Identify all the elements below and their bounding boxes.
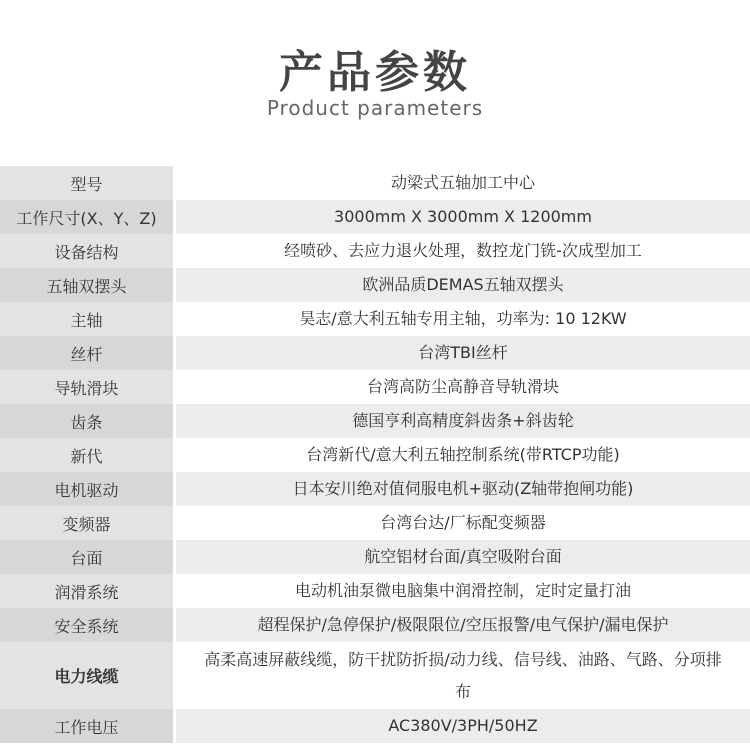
spec-label: 电力线缆 xyxy=(0,642,176,709)
spec-value: 欧洲品质DEMAS五轴双摆头 xyxy=(176,268,750,302)
spec-label: 五轴双摆头 xyxy=(0,268,176,302)
spec-value: 昊志/意大利五轴专用主轴，功率为: 10 12KW xyxy=(176,302,750,336)
page-subtitle: Product parameters xyxy=(266,96,484,120)
spec-value: 经喷砂、去应力退火处理，数控龙门铣-次成型加工 xyxy=(176,234,750,268)
spec-row-model xyxy=(0,166,750,200)
spec-value: AC380V/3PH/50HZ xyxy=(176,709,750,743)
spec-value: 德国亨利高精度斜齿条+斜齿轮 xyxy=(176,404,750,438)
spec-value: 台湾新代/意大利五轴控制系统(带RTCP功能) xyxy=(176,438,750,472)
spec-label: 导轨滑块 xyxy=(0,370,176,404)
spec-row-controller xyxy=(0,438,750,472)
spec-row-safety xyxy=(0,608,750,642)
spec-value: 动梁式五轴加工中心 xyxy=(176,166,750,200)
spec-value: 超程保护/急停保护/极限限位/空压报警/电气保护/漏电保护 xyxy=(176,608,750,642)
spec-label: 型号 xyxy=(0,166,176,200)
spec-row-motor-drive xyxy=(0,472,750,506)
spec-row-cables xyxy=(0,642,750,709)
spec-label: 设备结构 xyxy=(0,234,176,268)
spec-row-screw xyxy=(0,336,750,370)
spec-row-rack xyxy=(0,404,750,438)
spec-label: 主轴 xyxy=(0,302,176,336)
spec-value: 电动机油泵微电脑集中润滑控制，定时定量打油 xyxy=(176,574,750,608)
spec-row-guide-rail xyxy=(0,370,750,404)
spec-label: 台面 xyxy=(0,540,176,574)
spec-row-lubrication xyxy=(0,574,750,608)
spec-row-spindle xyxy=(0,302,750,336)
title-block xyxy=(0,0,750,150)
spec-label: 齿条 xyxy=(0,404,176,438)
spec-row-voltage xyxy=(0,709,750,743)
page-title: 产品参数 xyxy=(279,47,471,98)
spec-value: 3000mm X 3000mm X 1200mm xyxy=(176,200,750,234)
spec-value: 台湾台达/厂标配变频器 xyxy=(176,506,750,540)
spec-value: 日本安川绝对值伺服电机+驱动(Z轴带抱闸功能) xyxy=(176,472,750,506)
spec-row-structure xyxy=(0,234,750,268)
spec-value: 台湾TBI丝杆 xyxy=(176,336,750,370)
spec-label: 润滑系统 xyxy=(0,574,176,608)
spec-value: 高柔高速屏蔽线缆，防干扰防折损/动力线、信号线、油路、气路、分项排布 xyxy=(176,642,750,709)
spec-row-work-size xyxy=(0,200,750,234)
spec-label: 变频器 xyxy=(0,506,176,540)
spec-label: 工作尺寸(X、Y、Z) xyxy=(0,200,176,234)
spec-label: 丝杆 xyxy=(0,336,176,370)
spec-value: 航空铝材台面/真空吸附台面 xyxy=(176,540,750,574)
spec-table xyxy=(0,166,750,743)
spec-row-five-axis-head xyxy=(0,268,750,302)
spec-row-inverter xyxy=(0,506,750,540)
spec-value: 台湾高防尘高静音导轨滑块 xyxy=(176,370,750,404)
spec-row-table-top xyxy=(0,540,750,574)
spec-label: 工作电压 xyxy=(0,709,176,743)
spec-label: 安全系统 xyxy=(0,608,176,642)
spec-label: 电机驱动 xyxy=(0,472,176,506)
spec-label: 新代 xyxy=(0,438,176,472)
